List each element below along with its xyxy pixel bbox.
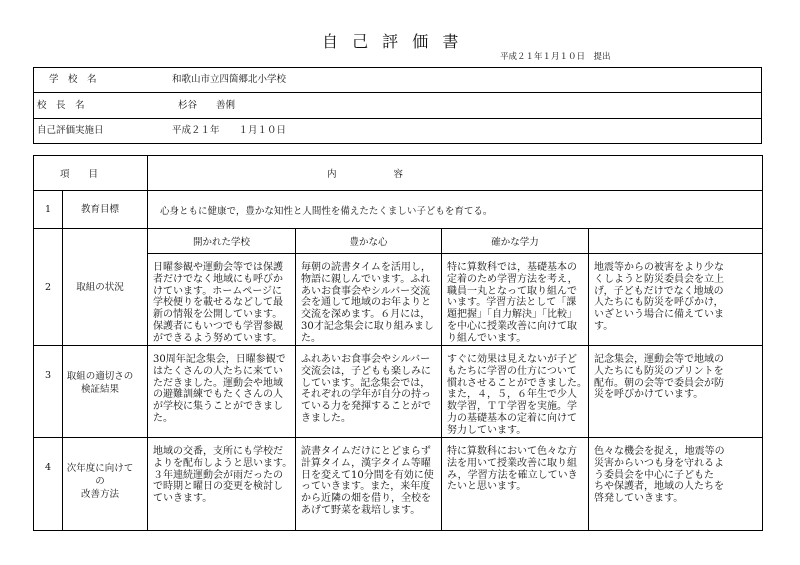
submission-date: 平成２１年１月１０日 提出 bbox=[500, 52, 611, 62]
table-cell bbox=[148, 438, 296, 531]
cell-text: 特に算数科において色々な方 法を用いて授業改善に取り組 み，学習方法を確立していき たいと思います。 bbox=[447, 446, 578, 493]
table-row bbox=[34, 438, 763, 531]
education-goal-text: 心身ともに健康で，豊かな知性と人間性を備えたたくましい子どもを育てる。 bbox=[148, 191, 763, 229]
table-cell bbox=[442, 254, 589, 346]
cell-text: 読書タイムだけにとどまらず 計算タイム，漢字タイム等曜 日を変えて10分間を有効に使 っていきます。また，来年度 から近隣の畑を借り，全校を あげて野菜を栽培します。 bbox=[301, 446, 434, 516]
evaluation-date-value: 平成２１年 １月１０日 bbox=[172, 125, 287, 136]
goal-row bbox=[34, 191, 763, 229]
table-cell bbox=[442, 346, 589, 438]
content-column-header: 内 容 bbox=[148, 156, 763, 191]
table-cell bbox=[589, 438, 763, 531]
row-item-label: 次年度に向けて の 改善方法 bbox=[63, 438, 148, 531]
category-header-open-school: 開かれた学校 bbox=[148, 229, 296, 254]
cell-text: ふれあいお食事会やシルバー 交流会は，子どもも楽しみに しています。記念集会では， それぞれの学年が自分の持っ ている力を発揮することがで きました。 bbox=[301, 354, 432, 424]
cell-text: 地震等からの被害をより少な くしようと防災委員会を立上 げ，子どもだけでなく地域の 人たちにも防災を呼びかけ， いざという場合に備えていま す。 bbox=[594, 262, 725, 332]
row-item-label: 取組の状況 bbox=[63, 229, 148, 346]
table-header-row bbox=[34, 156, 763, 191]
row-number: 2 bbox=[34, 229, 63, 346]
table-cell bbox=[296, 438, 442, 531]
evaluation-date-label: 自己評価実施日 bbox=[37, 125, 104, 136]
row-number: 3 bbox=[34, 346, 63, 438]
principal-name-label: 校 長 名 bbox=[37, 100, 85, 111]
category-header-rich-heart: 豊かな心 bbox=[296, 229, 442, 254]
item-column-header: 項 目 bbox=[34, 156, 148, 191]
cell-text: 30周年記念集会，日曜参観で はたくさんの人たちに来てい ただきました。運動会や地域 の避難訓練でもたくさんの人 が学校に集うことができまし た。 bbox=[153, 354, 286, 424]
cell-text: 記念集会，運動会等で地域の 人たちにも防災のプリントを 配布。朝の会等で委員会が防 災を呼びかけています。 bbox=[594, 354, 725, 401]
row-number: 4 bbox=[34, 438, 63, 531]
table-cell bbox=[589, 254, 763, 346]
table-cell bbox=[148, 346, 296, 438]
row-item-label: 取組の適切さの 検証結果 bbox=[63, 346, 148, 438]
table-cell bbox=[296, 254, 442, 346]
row-number: 1 bbox=[34, 191, 63, 229]
school-name-row bbox=[34, 68, 761, 93]
school-info-box bbox=[33, 67, 762, 144]
evaluation-date-row bbox=[34, 119, 761, 143]
table-cell bbox=[148, 254, 296, 346]
school-name-value: 和歌山市立四箇郷北小学校 bbox=[172, 74, 287, 85]
table-row bbox=[34, 346, 763, 438]
table-cell bbox=[296, 346, 442, 438]
school-name-label: 学 校 名 bbox=[49, 74, 97, 85]
document-title: 自 己 評 価 書 bbox=[322, 32, 463, 51]
row-item-label: 教育目標 bbox=[63, 191, 148, 229]
cell-text: 毎朝の読書タイムを活用し， 物語に親しんでいます。ふれ あいお食事会やシルバー交流 会を通して地域のお年よりと 交流を深めます。６月には， 30才記念集会に取り組みまし た。 bbox=[301, 262, 434, 344]
category-header-row bbox=[34, 229, 763, 254]
cell-text: 日曜参観や運動会等では保護 者だけでなく地域にも呼びか けています。ホームページに 学校便りを載せるなどして最 新の情報を公開しています。 保護者にもいつでも学習参観 ができるよう努めています。 bbox=[153, 262, 284, 344]
cell-text: すぐに効果は見えないが子ど もたちに学習の仕方について 慣れさせることができました。 また，４，５，６年生で少人 数学習，ＴＴ学習を実施。学 力の基礎基本の定着に向けて 努力しています。 bbox=[447, 354, 588, 436]
table-cell bbox=[589, 346, 763, 438]
principal-name-value: 杉谷 善俐 bbox=[178, 100, 236, 111]
evaluation-table bbox=[33, 155, 763, 531]
cell-text: 地域の交番，支所にも学校だ よりを配布しようと思います。 ３年連続運動会が雨だったの で時期と曜日の変更を検討し ていきます。 bbox=[153, 446, 293, 505]
cell-text: 色々な機会を捉え，地震等の 災害からいつも身を守れるよ う委員会を中心に子どもた ちや保護者，地域の人たちを 啓発していきます。 bbox=[594, 446, 725, 505]
cell-text: 特に算数科では，基礎基本の 定着のため学習方法を考え， 職員一丸となって取り組んで います。学習方法として「課 題把握」「自力解決」「比較」 を中心に授業改善に向けて取 り組んでいます。 bbox=[447, 262, 578, 344]
table-cell bbox=[442, 438, 589, 531]
category-header-solid-ability: 確かな学力 bbox=[442, 229, 589, 254]
category-header-blank bbox=[589, 229, 763, 254]
principal-name-row bbox=[34, 93, 761, 119]
